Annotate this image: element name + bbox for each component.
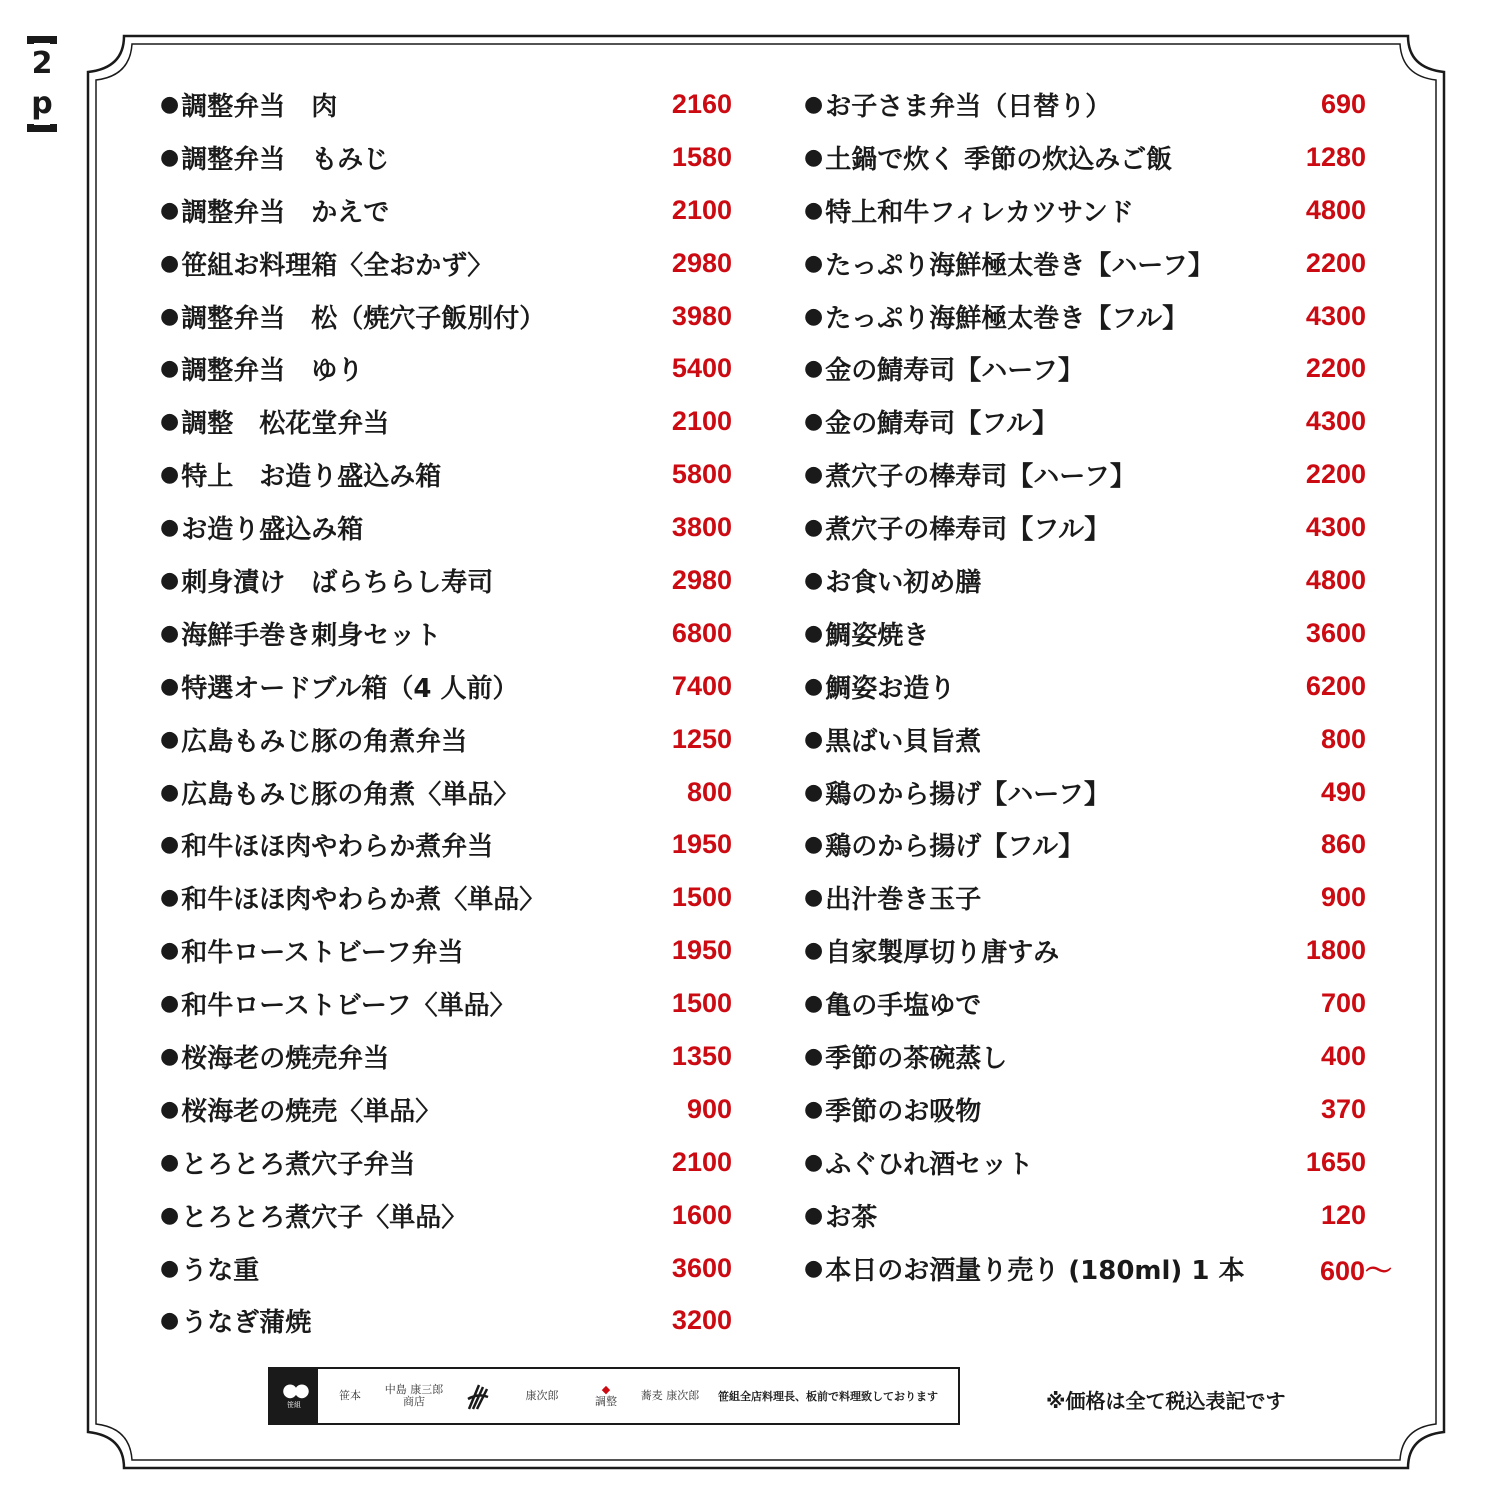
menu-item-name: お食い初め膳 <box>825 567 982 598</box>
menu-item-price: 400 <box>1320 1040 1366 1071</box>
bullet-icon: ● <box>160 515 180 541</box>
menu-item-price: 700 <box>1320 988 1366 1019</box>
store-logo-2: 中島 康三郎 商店 <box>384 1383 444 1408</box>
menu-item <box>160 554 732 607</box>
bullet-icon: ● <box>804 673 824 699</box>
menu-item-price: 1500 <box>671 988 732 1019</box>
menu-item <box>160 977 732 1030</box>
bullet-icon: ● <box>804 356 824 382</box>
menu-item-price: 1650 <box>1305 1146 1366 1177</box>
menu-item-name: 本日のお酒量り売り (180ml) 1 本 <box>825 1255 1245 1286</box>
menu-item <box>160 1189 732 1242</box>
menu-item-price: 2200 <box>1305 353 1366 384</box>
menu-item <box>160 1136 732 1189</box>
menu-item-price: 4800 <box>1305 194 1366 225</box>
menu-item-name: たっぷり海鮮極太巻き【ハーフ】 <box>825 250 1214 281</box>
menu-item-price: 4300 <box>1305 512 1366 543</box>
menu-item <box>160 1030 732 1083</box>
bullet-icon: ● <box>160 726 180 752</box>
menu-item-price: 800 <box>1320 723 1366 754</box>
menu-item <box>160 342 732 395</box>
chef-note: 笹組全店料理長、板前で料理致しております <box>718 1390 938 1403</box>
bullet-icon: ● <box>160 1202 180 1228</box>
menu-item-price: 900 <box>686 1093 732 1124</box>
seal-icon: ◆ <box>601 1383 611 1396</box>
menu-item-name: 鶏のから揚げ【フル】 <box>825 832 1085 863</box>
bullet-icon: ● <box>804 938 824 964</box>
menu-item-name: 和牛ほほ肉やわらか煮〈単品〉 <box>181 885 546 916</box>
menu-item-price: 2100 <box>671 1146 732 1177</box>
group-logo-bar <box>268 1367 960 1425</box>
menu-item <box>804 607 1394 660</box>
group-logo <box>270 1369 318 1423</box>
menu-item <box>804 871 1394 924</box>
menu-item <box>160 871 732 924</box>
store-logo-5-label: 調整 <box>595 1395 617 1408</box>
menu-item <box>160 1294 732 1347</box>
bullet-icon: ● <box>804 779 824 805</box>
menu-item <box>160 237 732 290</box>
menu-item-name: お茶 <box>825 1202 878 1233</box>
menu-item-name: 調整弁当 もみじ <box>181 144 390 175</box>
menu-item-price: 5400 <box>671 353 732 384</box>
menu-item-name: 広島もみじ豚の角煮〈単品〉 <box>181 779 520 810</box>
menu-item-name: 調整弁当 ゆり <box>181 356 364 387</box>
bullet-icon: ● <box>804 409 824 435</box>
menu-item-name: とろとろ煮穴子弁当 <box>181 1149 416 1180</box>
bullet-icon: ● <box>160 1149 180 1175</box>
bullet-icon: ● <box>160 1255 180 1281</box>
menu-item-price: 7400 <box>671 670 732 701</box>
bullet-icon: ● <box>160 938 180 964</box>
menu-item-price: 1950 <box>671 829 732 860</box>
menu-item-name: 煮穴子の棒寿司【ハーフ】 <box>825 462 1136 493</box>
bullet-icon: ● <box>804 197 824 223</box>
menu-item <box>160 184 732 237</box>
menu-item-name: 調整弁当 肉 <box>181 91 338 122</box>
menu-item <box>804 1083 1394 1136</box>
menu-item-name: 自家製厚切り唐すみ <box>825 938 1060 969</box>
menu-column-right <box>804 78 1394 1294</box>
menu-item-price: 1580 <box>671 141 732 172</box>
menu-item-name: 季節の茶碗蒸し <box>825 1043 1008 1074</box>
bullet-icon: ● <box>160 779 180 805</box>
menu-item <box>804 78 1394 131</box>
store-logo-6: 蕎麦 康次郎 <box>640 1389 700 1402</box>
menu-item-price: 3800 <box>671 512 732 543</box>
menu-item <box>804 1189 1394 1242</box>
menu-item <box>804 342 1394 395</box>
menu-item <box>160 448 732 501</box>
bullet-icon: ● <box>160 673 180 699</box>
menu-item <box>804 818 1394 871</box>
menu-item-price: 800 <box>686 776 732 807</box>
menu-item <box>804 766 1394 819</box>
menu-item-price: 600〜 <box>1319 1255 1392 1286</box>
menu-item-name: 金の鯖寿司【ハーフ】 <box>825 356 1084 387</box>
menu-item <box>160 78 732 131</box>
menu-item-name: たっぷり海鮮極太巻き【フル】 <box>825 303 1189 334</box>
menu-item-name: 亀の手塩ゆで <box>825 991 982 1022</box>
menu-item-name: 和牛ローストビーフ〈単品〉 <box>181 991 516 1022</box>
menu-item <box>804 977 1394 1030</box>
menu-item <box>804 184 1394 237</box>
bullet-icon: ● <box>160 1096 180 1122</box>
menu-item <box>160 713 732 766</box>
menu-item <box>804 131 1394 184</box>
menu-item-price: 370 <box>1320 1093 1366 1124</box>
menu-item-name: お子さま弁当（日替り） <box>825 91 1112 122</box>
menu-item-name: 特上和牛フィレカツサンド <box>825 197 1134 228</box>
bullet-icon: ● <box>160 1043 180 1069</box>
menu-item-price: 3600 <box>671 1252 732 1283</box>
menu-item-name: 桜海老の焼売弁当 <box>181 1043 390 1074</box>
bullet-icon: ● <box>804 885 824 911</box>
menu-item-name: 鯛姿お造り <box>825 673 956 704</box>
menu-item <box>160 818 732 871</box>
menu-item <box>160 607 732 660</box>
menu-item-price: 490 <box>1320 776 1366 807</box>
bullet-icon: ● <box>804 462 824 488</box>
bullet-icon: ● <box>804 303 824 329</box>
menu-item-price: 860 <box>1320 829 1366 860</box>
bullet-icon: ● <box>160 832 180 858</box>
menu-item-name: 和牛ほほ肉やわらか煮弁当 <box>181 832 494 863</box>
menu-item-name: 鯛姿焼き <box>825 620 930 651</box>
bullet-icon: ● <box>160 144 180 170</box>
menu-item-price: 1280 <box>1305 141 1366 172</box>
menu-item-price: 3600 <box>1305 617 1366 648</box>
bullet-icon: ● <box>160 91 180 117</box>
bullet-icon: ● <box>160 409 180 435</box>
menu-item-name: 刺身漬け ばらちらし寿司 <box>181 567 494 598</box>
menu-item-price: 6200 <box>1305 670 1366 701</box>
menu-item-name: 煮穴子の棒寿司【フル】 <box>825 515 1111 546</box>
menu-item-name: とろとろ煮穴子〈単品〉 <box>181 1202 468 1233</box>
bullet-icon: ● <box>160 197 180 223</box>
bullet-icon: ● <box>804 91 824 117</box>
menu-item <box>160 924 732 977</box>
bracket-close <box>27 124 57 132</box>
bullet-icon: ● <box>804 832 824 858</box>
menu-item-price: 5800 <box>671 459 732 490</box>
bullet-icon: ● <box>804 991 824 1017</box>
menu-item <box>160 290 732 343</box>
menu-item-name: 特選オードブル箱（4 人前） <box>181 673 519 704</box>
menu-item-price: 1950 <box>671 935 732 966</box>
menu-item-name: 海鮮手巻き刺身セット <box>181 620 442 651</box>
menu-item-name: 調整弁当 かえで <box>181 197 390 228</box>
bullet-icon: ● <box>804 1043 824 1069</box>
store-logo-1: 笹本 <box>339 1389 361 1402</box>
menu-item <box>804 237 1394 290</box>
bullet-icon: ● <box>804 144 824 170</box>
menu-item <box>160 1242 732 1295</box>
menu-item <box>160 131 732 184</box>
menu-item-price: 1500 <box>671 882 732 913</box>
bullet-icon: ● <box>804 1202 824 1228</box>
bullet-icon: ● <box>160 250 180 276</box>
menu-item <box>804 1030 1394 1083</box>
bullet-icon: ● <box>160 991 180 1017</box>
menu-item-name: 鶏のから揚げ【ハーフ】 <box>825 779 1110 810</box>
menu-item <box>804 290 1394 343</box>
menu-item-price: 690 <box>1320 88 1366 119</box>
menu-item-price: 900 <box>1320 882 1366 913</box>
menu-item <box>804 1242 1394 1295</box>
menu-item <box>804 395 1394 448</box>
menu-item-price: 3980 <box>671 300 732 331</box>
menu-item-name: うな重 <box>181 1255 260 1286</box>
rings-icon: ●● <box>282 1380 306 1401</box>
menu-item-price: 4300 <box>1305 406 1366 437</box>
menu-item-price: 2200 <box>1305 247 1366 278</box>
menu-item-name: お造り盛込み箱 <box>181 515 364 546</box>
menu-item-price: 2160 <box>671 88 732 119</box>
menu-item-name: うなぎ蒲焼 <box>181 1308 312 1339</box>
bullet-icon: ● <box>160 885 180 911</box>
menu-item <box>804 554 1394 607</box>
bullet-icon: ● <box>160 303 180 329</box>
menu-item <box>160 1083 732 1136</box>
menu-item-price: 1350 <box>671 1040 732 1071</box>
menu-item-name: 特上 お造り盛込み箱 <box>181 462 442 493</box>
menu-item-name: 調整 松花堂弁当 <box>181 409 390 440</box>
page-number: 2 <box>31 46 53 81</box>
bullet-icon: ● <box>160 620 180 646</box>
menu-item-price: 2200 <box>1305 459 1366 490</box>
menu-item <box>160 395 732 448</box>
menu-item-price: 2980 <box>671 564 732 595</box>
menu-item <box>804 1136 1394 1189</box>
menu-item-price: 1250 <box>671 723 732 754</box>
menu-item-price: 120 <box>1320 1199 1366 1230</box>
menu-item-name: 笹組お料理箱〈全おかず〉 <box>181 250 494 281</box>
menu-item-name: 桜海老の焼売〈単品〉 <box>181 1096 442 1127</box>
menu-column-left <box>160 78 732 1347</box>
bullet-icon: ● <box>804 620 824 646</box>
bullet-icon: ● <box>804 250 824 276</box>
menu-item <box>160 501 732 554</box>
menu-item-price: 1800 <box>1305 935 1366 966</box>
menu-item <box>804 501 1394 554</box>
menu-item-price: 4300 <box>1305 300 1366 331</box>
bullet-icon: ● <box>804 1096 824 1122</box>
bullet-icon: ● <box>160 1308 180 1334</box>
menu-item <box>804 660 1394 713</box>
bullet-icon: ● <box>160 356 180 382</box>
menu-item-price: 3200 <box>671 1305 732 1336</box>
menu-item-price: 2100 <box>671 194 732 225</box>
page-number-tag <box>22 36 62 132</box>
bullet-icon: ● <box>804 567 824 593</box>
menu-item-name: 調整弁当 松（焼穴子飯別付） <box>181 303 546 334</box>
menu-item-name: ふぐひれ酒セット <box>825 1149 1034 1180</box>
brush-icon <box>465 1379 491 1413</box>
menu-item <box>804 448 1394 501</box>
menu-item-name: 出汁巻き玉子 <box>825 885 982 916</box>
menu-item <box>160 660 732 713</box>
bullet-icon: ● <box>804 726 824 752</box>
bullet-icon: ● <box>804 1255 824 1281</box>
tax-note: ※価格は全て税込表記です <box>1046 1389 1286 1413</box>
menu-item <box>804 924 1394 977</box>
menu-item-price: 4800 <box>1305 564 1366 595</box>
bullet-icon: ● <box>804 515 824 541</box>
group-logo-label: 笹組 <box>287 1401 301 1409</box>
bullet-icon: ● <box>804 1149 824 1175</box>
menu-item-name: 土鍋で炊く 季節の炊込みご飯 <box>825 144 1173 175</box>
menu-item-price: 2980 <box>671 247 732 278</box>
menu-item-price: 6800 <box>671 617 732 648</box>
page-letter: p <box>31 86 53 121</box>
bracket-open <box>27 36 57 44</box>
menu-item-name: 和牛ローストビーフ弁当 <box>181 938 464 969</box>
menu-item-price: 1600 <box>671 1199 732 1230</box>
menu-item-price: 2100 <box>671 406 732 437</box>
menu-item <box>160 766 732 819</box>
store-logo-5 <box>574 1369 638 1423</box>
menu-item-name: 広島もみじ豚の角煮弁当 <box>181 726 468 757</box>
bullet-icon: ● <box>160 462 180 488</box>
menu-item <box>804 713 1394 766</box>
menu-item-name: 黒ばい貝旨煮 <box>825 726 982 757</box>
store-logo-4: 康次郎 <box>525 1389 559 1402</box>
menu-item-name: 金の鯖寿司【フル】 <box>825 409 1059 440</box>
menu-item-name: 季節のお吸物 <box>825 1096 982 1127</box>
bullet-icon: ● <box>160 567 180 593</box>
store-logo-3 <box>446 1369 510 1423</box>
